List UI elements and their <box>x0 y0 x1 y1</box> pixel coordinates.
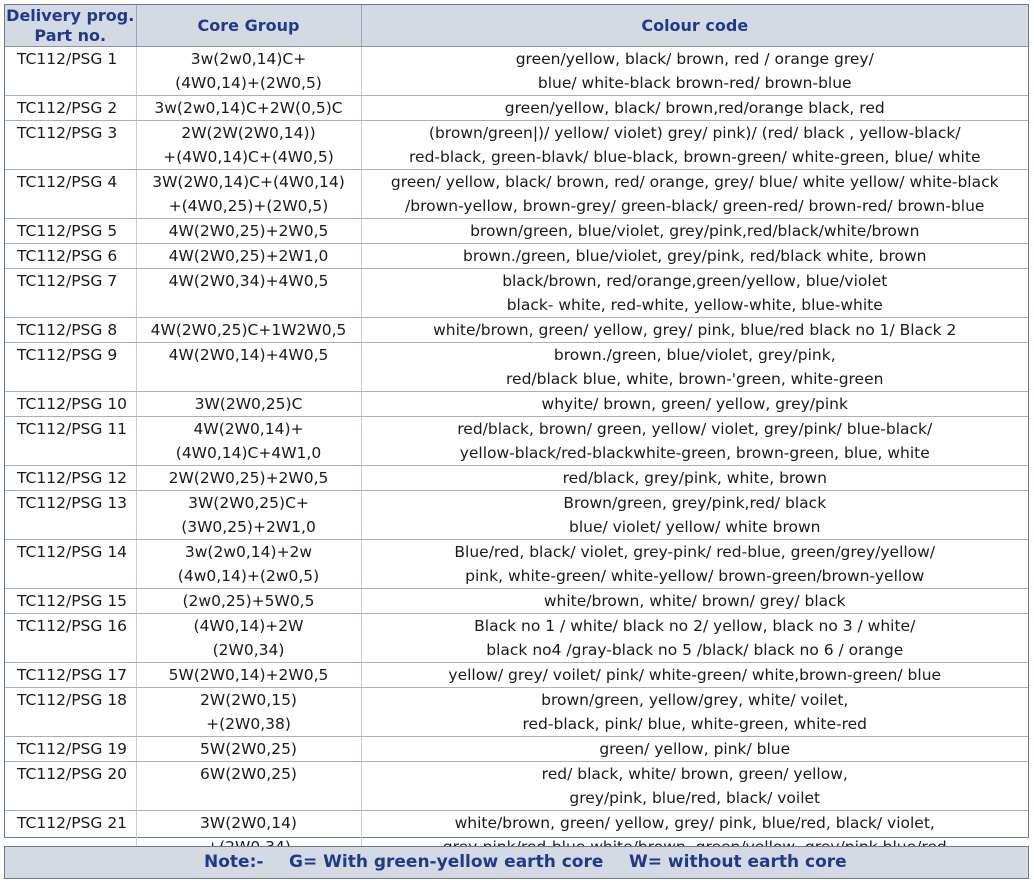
colour-code-line: red/black, brown/ green, yellow/ violet, grey/pink/ blue-black/ <box>457 420 933 438</box>
part-no-cell: TC112/PSG 6 <box>5 244 136 269</box>
colour-code-line: grey/pink, blue/red, black/ voilet <box>569 789 821 807</box>
table-row <box>5 417 1028 466</box>
core-group-line: 3W(2W0,25)C <box>194 395 303 413</box>
colour-code-line: red-black, pink/ blue, white-green, white-red <box>522 715 867 733</box>
core-group-cell <box>136 244 361 269</box>
part-no-cell: TC112/PSG 10 <box>5 392 136 417</box>
core-group-cell <box>136 392 361 417</box>
header-part-no <box>5 5 136 47</box>
part-no-cell: TC112/PSG 4 <box>5 170 136 219</box>
core-group-cell <box>136 219 361 244</box>
table-row <box>5 96 1028 121</box>
colour-code-line: white/brown, green/ yellow, grey/ pink, blue/red, black/ violet, <box>454 814 935 832</box>
colour-code-cell <box>361 318 1028 343</box>
colour-code-line: Blue/red, black/ violet, grey-pink/ red-blue, green/grey/yellow/ <box>454 543 936 561</box>
colour-code-cell <box>361 343 1028 392</box>
colour-code-cell <box>361 540 1028 589</box>
core-group-line: 4W(2W0,25)+2W1,0 <box>168 247 329 265</box>
colour-code-cell <box>361 762 1028 811</box>
colour-code-cell <box>361 589 1028 614</box>
core-group-line: (3W0,25)+2W1,0 <box>181 518 316 536</box>
colour-code-line: pink, white-green/ white-yellow/ brown-green/brown-yellow <box>465 567 925 585</box>
table-row <box>5 491 1028 540</box>
note-w-definition: W= without earth core <box>629 852 847 872</box>
colour-code-line: green/yellow, black/ brown, red / orange grey/ <box>515 50 874 68</box>
colour-code-line: green/ yellow, pink/ blue <box>599 740 791 758</box>
core-group-line: +(4W0,14)C+(4W0,5) <box>163 148 334 166</box>
colour-code-cell <box>361 269 1028 318</box>
colour-code-line: blue/ white-black brown-red/ brown-blue <box>537 74 852 92</box>
colour-code-line: black- white, red-white, yellow-white, blue-white <box>506 296 883 314</box>
core-group-line: 3W(2W0,14) <box>200 814 297 832</box>
colour-code-line: Brown/green, grey/pink,red/ black <box>563 494 827 512</box>
part-no-cell: TC112/PSG 1 <box>5 47 136 96</box>
cable-table-frame <box>4 4 1029 838</box>
part-no-cell: TC112/PSG 17 <box>5 663 136 688</box>
colour-code-cell <box>361 663 1028 688</box>
colour-code-cell <box>361 417 1028 466</box>
table-body <box>5 47 1028 860</box>
colour-code-cell <box>361 170 1028 219</box>
core-group-line: 4W(2W0,25)+2W0,5 <box>168 222 329 240</box>
colour-code-line: red/black, grey/pink, white, brown <box>562 469 827 487</box>
cable-colour-table <box>5 5 1028 860</box>
core-group-cell <box>136 589 361 614</box>
table-row <box>5 392 1028 417</box>
colour-code-cell <box>361 491 1028 540</box>
part-no-cell: TC112/PSG 18 <box>5 688 136 737</box>
table-row <box>5 614 1028 663</box>
core-group-cell <box>136 540 361 589</box>
core-group-cell <box>136 47 361 96</box>
part-no-cell: TC112/PSG 20 <box>5 762 136 811</box>
table-row <box>5 219 1028 244</box>
core-group-cell <box>136 121 361 170</box>
core-group-cell <box>136 269 361 318</box>
core-group-line: 4W(2W0,14)+4W0,5 <box>168 346 329 364</box>
core-group-cell <box>136 96 361 121</box>
core-group-line: 3W(2W0,14)C+(4W0,14) <box>152 173 345 191</box>
table-row <box>5 762 1028 811</box>
table-row <box>5 540 1028 589</box>
colour-code-cell <box>361 47 1028 96</box>
core-group-cell <box>136 417 361 466</box>
header-core-group: Core Group <box>136 5 361 47</box>
colour-code-cell <box>361 737 1028 762</box>
part-no-cell: TC112/PSG 13 <box>5 491 136 540</box>
colour-code-line: red/ black, white/ brown, green/ yellow, <box>541 765 848 783</box>
core-group-line: (4W0,14)+(2W0,5) <box>175 74 322 92</box>
colour-code-cell <box>361 688 1028 737</box>
table-row <box>5 737 1028 762</box>
core-group-cell <box>136 318 361 343</box>
colour-code-cell <box>361 219 1028 244</box>
part-no-cell: TC112/PSG 9 <box>5 343 136 392</box>
core-group-line: 3w(2w0,14)+2w <box>184 543 313 561</box>
core-group-line: 2W(2W0,25)+2W0,5 <box>168 469 329 487</box>
colour-code-line: white/brown, green/ yellow, grey/ pink, blue/red black no 1/ Black 2 <box>433 321 957 339</box>
core-group-cell <box>136 663 361 688</box>
table-row <box>5 244 1028 269</box>
core-group-line: 3W(2W0,25)C+ <box>188 494 309 512</box>
table-row <box>5 688 1028 737</box>
header-part-line2: Part no. <box>34 25 107 45</box>
table-row <box>5 170 1028 219</box>
part-no-cell: TC112/PSG 11 <box>5 417 136 466</box>
core-group-line: 4W(2W0,14)+ <box>193 420 304 438</box>
colour-code-line: green/yellow, black/ brown,red/orange black, red <box>504 99 885 117</box>
colour-code-line: white/brown, white/ brown/ grey/ black <box>543 592 846 610</box>
colour-code-line: /brown-yellow, brown-grey/ green-black/ green-red/ brown-red/ brown-blue <box>405 197 985 215</box>
core-group-line: +(4W0,25)+(2W0,5) <box>168 197 329 215</box>
table-row <box>5 47 1028 96</box>
table-row <box>5 318 1028 343</box>
core-group-line: (4w0,14)+(2w0,5) <box>177 567 320 585</box>
part-no-cell: TC112/PSG 21 <box>5 811 136 860</box>
colour-code-cell <box>361 392 1028 417</box>
core-group-cell <box>136 688 361 737</box>
core-group-line: 6W(2W0,25) <box>200 765 297 783</box>
core-group-cell <box>136 343 361 392</box>
core-group-line: (2w0,25)+5W0,5 <box>182 592 315 610</box>
part-no-cell: TC112/PSG 2 <box>5 96 136 121</box>
colour-code-line: green/ yellow, black/ brown, red/ orange, grey/ blue/ white yellow/ white-black <box>390 173 999 191</box>
note-label: Note:- <box>204 852 264 872</box>
colour-code-line: whyite/ brown, green/ yellow, grey/pink <box>541 395 848 413</box>
core-group-cell <box>136 491 361 540</box>
header-colour-code: Colour code <box>361 5 1028 47</box>
colour-code-line: brown/green, yellow/grey, white/ voilet, <box>541 691 849 709</box>
colour-code-line: red-black, green-blavk/ blue-black, brown-green/ white-green, blue/ white <box>409 148 981 166</box>
part-no-cell: TC112/PSG 3 <box>5 121 136 170</box>
colour-code-line: brown./green, blue/violet, grey/pink, red/black white, brown <box>462 247 927 265</box>
colour-code-cell <box>361 614 1028 663</box>
part-no-cell: TC112/PSG 8 <box>5 318 136 343</box>
core-group-line: 5W(2W0,14)+2W0,5 <box>168 666 329 684</box>
part-no-cell: TC112/PSG 19 <box>5 737 136 762</box>
colour-code-line: black/brown, red/orange,green/yellow, blue/violet <box>502 272 888 290</box>
core-group-line: 3w(2w0,14)C+ <box>190 50 307 68</box>
colour-code-line: red/black blue, white, brown-'green, white-green <box>506 370 884 388</box>
core-group-line: (4W0,14)+2W <box>193 617 304 635</box>
core-group-cell <box>136 170 361 219</box>
colour-code-line: brown./green, blue/violet, grey/pink, <box>553 346 836 364</box>
core-group-cell <box>136 466 361 491</box>
core-group-line: (4W0,14)C+4W1,0 <box>175 444 322 462</box>
table-row <box>5 343 1028 392</box>
part-no-cell: TC112/PSG 16 <box>5 614 136 663</box>
part-no-cell: TC112/PSG 5 <box>5 219 136 244</box>
core-group-cell <box>136 737 361 762</box>
part-no-cell: TC112/PSG 7 <box>5 269 136 318</box>
core-group-line: 4W(2W0,34)+4W0,5 <box>168 272 329 290</box>
part-no-cell: TC112/PSG 14 <box>5 540 136 589</box>
table-row <box>5 269 1028 318</box>
note-bar <box>4 846 1029 879</box>
part-no-cell: TC112/PSG 15 <box>5 589 136 614</box>
colour-code-cell <box>361 121 1028 170</box>
colour-code-cell <box>361 466 1028 491</box>
table-header-row <box>5 5 1028 47</box>
colour-code-line: blue/ violet/ yellow/ white brown <box>568 518 821 536</box>
colour-code-line: brown/green, blue/violet, grey/pink,red/black/white/brown <box>470 222 920 240</box>
core-group-cell <box>136 762 361 811</box>
colour-code-line: yellow/ grey/ voilet/ pink/ white-green/ white,brown-green/ blue <box>448 666 942 684</box>
core-group-line: 3w(2w0,14)C+2W(0,5)C <box>154 99 343 117</box>
core-group-line: (2W0,34) <box>212 641 285 659</box>
colour-code-cell <box>361 96 1028 121</box>
core-group-cell <box>136 614 361 663</box>
core-group-line: 5W(2W0,25) <box>200 740 297 758</box>
table-row <box>5 589 1028 614</box>
colour-code-line: Black no 1 / white/ black no 2/ yellow, black no 3 / white/ <box>474 617 916 635</box>
colour-code-cell <box>361 244 1028 269</box>
colour-code-line: black no4 /gray-black no 5 /black/ black no 6 / orange <box>486 641 904 659</box>
part-no-cell: TC112/PSG 12 <box>5 466 136 491</box>
table-row <box>5 121 1028 170</box>
core-group-line: 2W(2W(2W0,14)) <box>181 124 316 142</box>
header-part-line1: Delivery prog. <box>6 5 135 25</box>
colour-code-line: (brown/green|)/ yellow/ violet) grey/ pink)/ (red/ black , yellow-black/ <box>428 124 961 142</box>
table-row <box>5 663 1028 688</box>
core-group-line: +(2W0,38) <box>206 715 291 733</box>
core-group-line: 2W(2W0,15) <box>200 691 297 709</box>
table-row <box>5 466 1028 491</box>
note-g-definition: G= With green-yellow earth core <box>289 852 604 872</box>
core-group-line: 4W(2W0,25)C+1W2W0,5 <box>150 321 347 339</box>
colour-code-line: yellow-black/red-blackwhite-green, brown-green, blue, white <box>459 444 930 462</box>
